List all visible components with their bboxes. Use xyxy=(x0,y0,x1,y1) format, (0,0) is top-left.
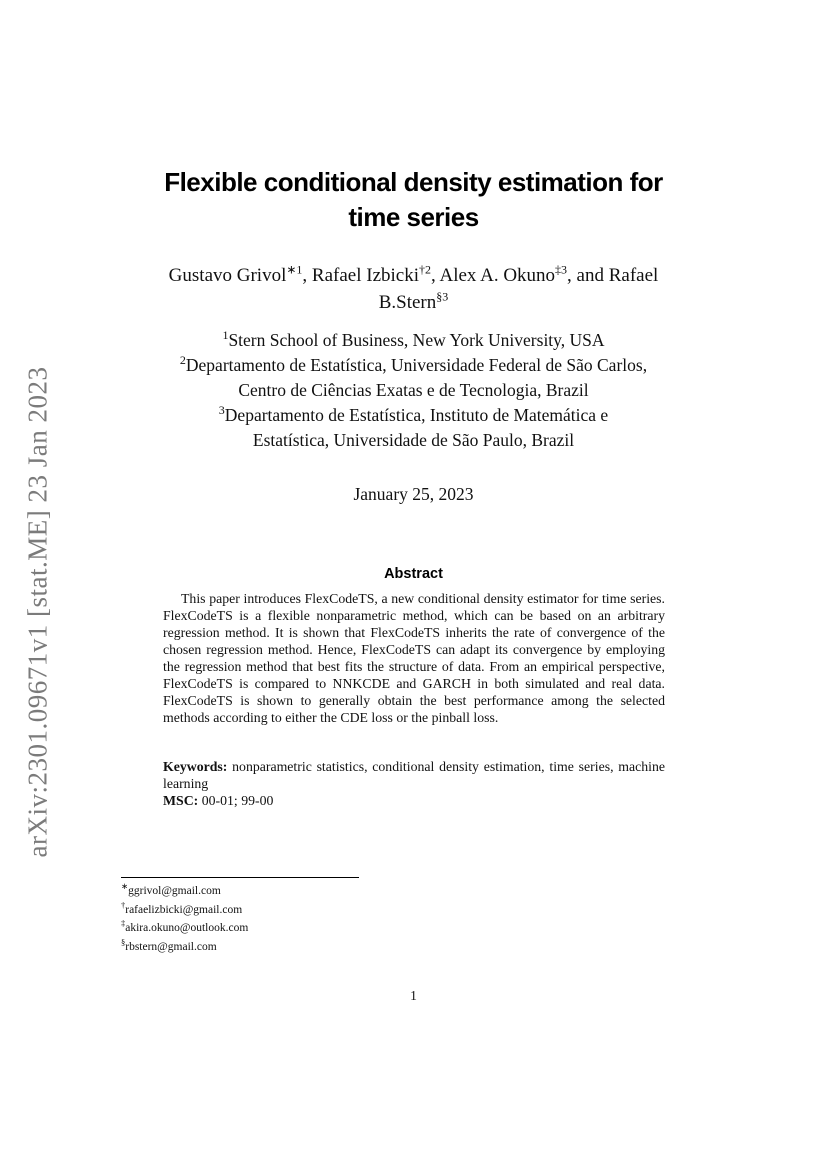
page-number: 1 xyxy=(410,988,417,1003)
footnote-marker: ∗ xyxy=(121,881,129,892)
footnote-email: ∗ggrivol@gmail.com xyxy=(121,881,221,897)
affiliation: $^3$Departamento de Estatística, Instituto de Matemática e Estatística, Universidade de São Paulo, Brazil xyxy=(218,403,609,450)
affiliation-number: 1 xyxy=(222,328,229,343)
author: Rafael Izbicki$^{\dagger 2}$, xyxy=(311,262,440,286)
footnote-email: †rafaelizbicki@gmail.com xyxy=(121,899,243,916)
author: Rafael B.Stern$^{\S 3}$ xyxy=(378,265,659,313)
footnote-marker: § xyxy=(121,936,126,947)
author: Alex A. Okuno$^{\ddagger 3}$, and xyxy=(439,262,609,286)
author: Gustavo Grivol$^{∗1}$, xyxy=(168,262,312,286)
footnote-rule xyxy=(121,877,359,878)
title-line-1: Flexible conditional density estimation for xyxy=(164,167,663,197)
affiliation-number: 3 xyxy=(218,403,225,418)
author-footnote-mark: ∗1 xyxy=(286,262,303,277)
affiliation-number: 2 xyxy=(179,353,186,368)
footnote-marker: ‡ xyxy=(121,918,126,929)
paper-title xyxy=(0,165,827,235)
footnote-marker: † xyxy=(121,899,126,910)
author-footnote-mark: ‡3 xyxy=(555,262,568,277)
keywords-label: Keywords: xyxy=(163,759,228,774)
author-line xyxy=(149,262,679,316)
author-footnote-mark: †2 xyxy=(419,262,432,277)
affiliation: $^2$Departamento de Estatística, Universidade Federal de São Carlos, Centro de Ciências Exatas e de Tecnologia, Brazil xyxy=(179,353,648,400)
arxiv-watermark: arXiv:2301.09671v1 [stat.ME] 23 Jan 2023 xyxy=(22,366,53,858)
paper-date: January 25, 2023 xyxy=(353,484,474,504)
keywords-text: nonparametric statistics, conditional density estimation, time series, machine learning xyxy=(163,759,665,791)
affiliation: $^1$Stern School of Business, New York University, USA xyxy=(222,328,605,350)
affiliations xyxy=(94,328,734,453)
msc-label: MSC: xyxy=(163,793,199,808)
footnote-email: ‡akira.okuno@outlook.com xyxy=(121,918,249,934)
abstract-heading: Abstract xyxy=(384,566,443,582)
title-line-2: time series xyxy=(348,202,479,232)
abstract-text: This paper introduces FlexCodeTS, a new conditional density estimator for time series. FlexCodeTS is a flexible nonparametric method, which can be based on an arbitrary regression method. It is shown that FlexCodeTS inherits the rate of convergence of the chosen regression method. Hence, FlexCodeTS can adapt its convergence by employing the regression method that best fits the structure of data. From an empirical perspective, FlexCodeTS is compared to NNKCDE and GARCH in both simulated and real data. FlexCodeTS is shown to generally obtain the best performance among the selected methods according to either the CDE loss or the pinball loss. xyxy=(163,591,665,725)
keywords-block xyxy=(163,758,665,809)
footnote-email: §rbstern@gmail.com xyxy=(121,936,217,953)
author-footnote-mark: §3 xyxy=(436,289,449,304)
msc-text: 00-01; 99-00 xyxy=(201,793,274,808)
footnotes xyxy=(121,877,541,956)
